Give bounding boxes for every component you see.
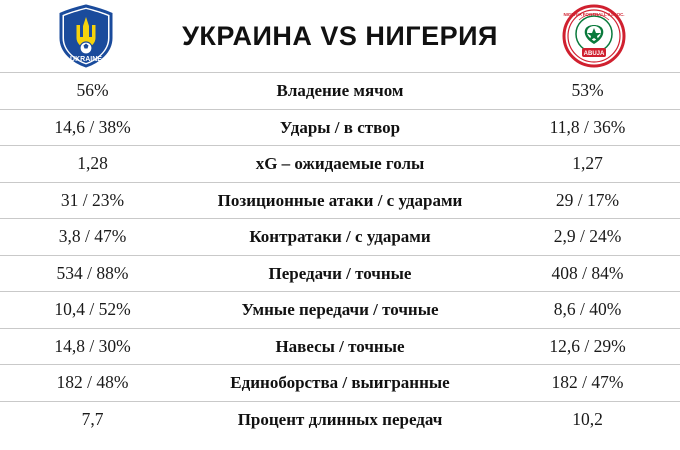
stat-label: Позиционные атаки / с ударами [217,190,463,210]
stat-label: xG – ожидаемые голы [255,154,425,174]
away-value: 2,9 / 24% [553,226,622,246]
home-value: 56% [76,80,109,100]
table-row [0,255,680,292]
away-value: 10,2 [572,408,603,429]
away-value: 182 / 47% [551,372,624,392]
ukraine-crest [54,4,118,68]
table-row [0,72,680,109]
away-value: 408 / 84% [551,262,624,283]
stat-label: Передачи / точные [268,263,412,283]
away-value: 8,6 / 40% [553,299,622,319]
away-value: 11,8 / 36% [549,116,626,137]
away-value: 1,27 [572,153,603,173]
home-value: 3,8 / 47% [58,226,127,246]
stat-label: Умные передачи / точные [241,300,439,320]
stat-label: Навесы / точные [275,336,405,356]
table-row [0,218,680,255]
stat-label: Процент длинных передач [237,409,443,429]
home-value: 31 / 23% [60,189,125,210]
home-value: 14,6 / 38% [54,116,131,137]
stat-label: Удары / в створ [279,117,401,137]
away-value: 12,6 / 29% [549,335,626,356]
nigeria-crest-text-bottom: ABUJA [583,51,605,57]
table-row [0,401,680,438]
table-row [0,328,680,365]
home-value: 10,4 / 52% [54,299,131,319]
table-row [0,364,680,401]
nigeria-crest [562,4,626,68]
stat-label: Контратаки / с ударами [249,227,431,247]
table-row [0,145,680,182]
stat-label: Единоборства / выигранные [230,373,450,393]
stats-table [0,72,680,437]
nigeria-crest-text-top: NIGERIA FOOTBALL ASSOC. [563,12,625,17]
ukraine-crest-text: UKRAINE [70,56,102,63]
home-value: 182 / 48% [56,372,129,392]
board-header [0,0,680,72]
away-value: 29 / 17% [555,189,620,210]
page-title: УКРАИНА VS НИГЕРИЯ [182,20,498,51]
away-value: 53% [571,80,604,100]
home-value: 1,28 [77,153,108,173]
table-row [0,291,680,328]
home-value: 534 / 88% [56,262,129,283]
home-value: 14,8 / 30% [54,335,131,356]
table-row [0,109,680,146]
table-row [0,182,680,219]
stat-label: Владение мячом [276,81,404,101]
home-value: 7,7 [81,408,104,429]
